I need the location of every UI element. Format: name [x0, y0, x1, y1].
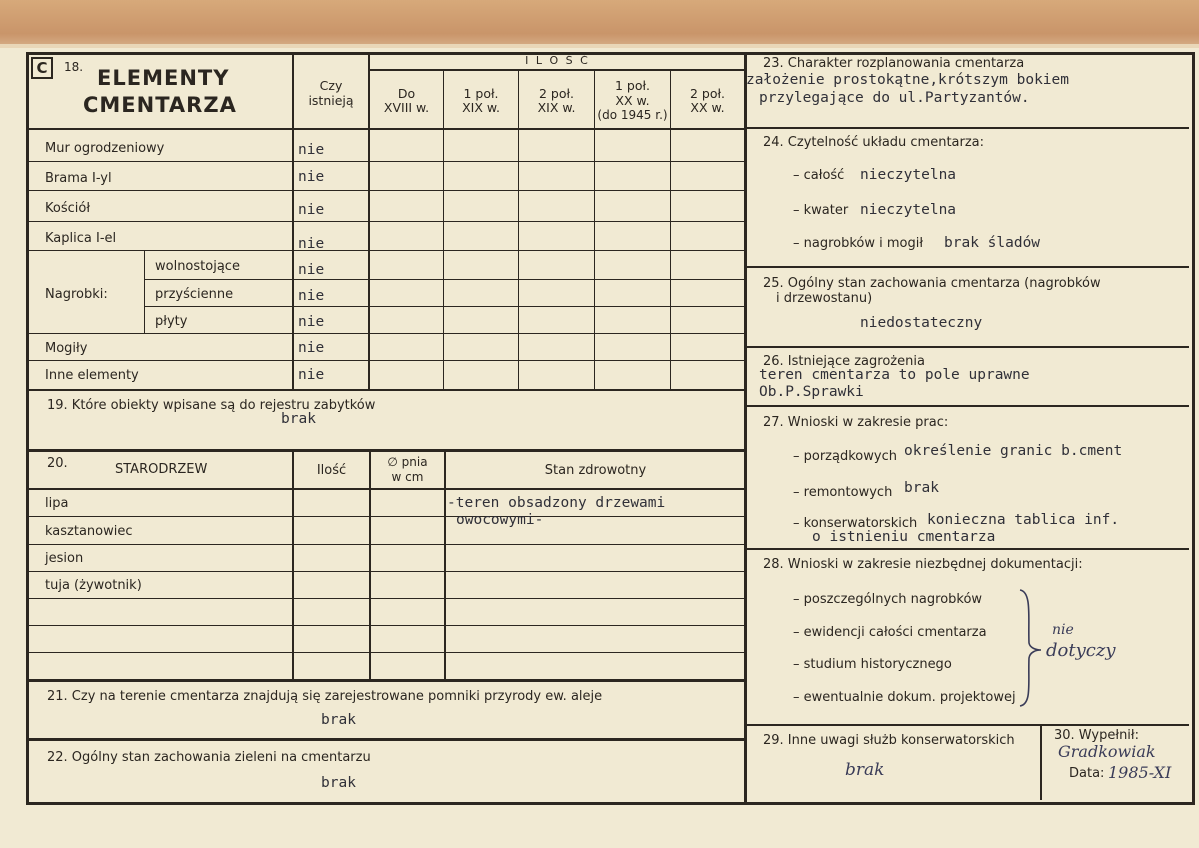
row-value-kosciol: nie	[298, 202, 325, 218]
s28-bracket	[1014, 588, 1044, 708]
s20-top	[28, 449, 745, 452]
tree-row-line	[28, 571, 745, 572]
s25-value: niedostateczny	[860, 315, 983, 331]
s28-label: 28. Wnioski w zakresie niezbędnej dokumentacji:	[763, 557, 1083, 572]
tree-row-line	[28, 598, 745, 599]
s22-value: brak	[321, 775, 356, 791]
row-label-inne: Inne elementy	[45, 368, 139, 383]
s21-top	[28, 679, 745, 682]
s21-value: brak	[321, 712, 356, 728]
row-label-kosciol: Kościół	[45, 201, 91, 216]
s27-item3-value: konieczna tablica inf.	[927, 512, 1120, 528]
s19-top	[28, 389, 745, 391]
s24-top	[746, 127, 1189, 129]
s20-col-pnia	[369, 451, 371, 680]
col-1pol-xix-1: 1 poł.	[463, 86, 499, 101]
s19-value: brak	[281, 411, 316, 427]
col-1pol-xx-2: XX w.	[615, 93, 650, 108]
s20-header-bottom	[28, 488, 745, 490]
col-do-xviii-1: Do	[397, 86, 416, 101]
col-czy-1: Czy	[319, 78, 343, 93]
row-line	[28, 360, 745, 361]
s24-label: 24. Czytelność układu cmentarza:	[763, 135, 985, 150]
s22-label: 22. Ogólny stan zachowania zieleni na cmentarzu	[47, 750, 371, 765]
s28-item2: – ewidencji całości cmentarza	[793, 625, 987, 640]
row-label-kaplica: Kaplica I-el	[45, 231, 117, 246]
s23-label: 23. Charakter rozplanowania cmentarza	[763, 56, 1025, 71]
s27-item2-value: brak	[904, 480, 939, 496]
s23-value-line1: założenie prostokątne,krótszym bokiem	[746, 72, 1070, 88]
row-value-kaplica: nie	[298, 236, 325, 252]
col-2pol-xix-2: XIX w.	[537, 100, 576, 115]
s30-divider	[1040, 725, 1042, 800]
tree-lipa: lipa	[45, 496, 69, 511]
s28-hand-line1: nie	[1052, 622, 1074, 638]
tree-row-line	[28, 544, 745, 545]
s20-note-line1: -teren obsadzony drzewami	[447, 495, 666, 511]
s18-title-line1: ELEMENTY	[97, 66, 230, 90]
s18-number: 18.	[64, 60, 84, 74]
s27-item3-label: – konserwatorskich	[793, 516, 918, 531]
divider-main	[744, 52, 747, 802]
row-label-mogily: Mogiły	[45, 341, 88, 356]
s27-item1-value: określenie granic b.cment	[904, 443, 1123, 459]
s30-label: 30. Wypełnił:	[1054, 728, 1139, 743]
nagrobki-divider	[144, 250, 145, 333]
s23-value-line2: przylegające do ul.Partyzantów.	[759, 90, 1030, 106]
s25-label-line2: i drzewostanu)	[776, 291, 873, 306]
tree-row-line	[28, 652, 745, 653]
s30-date: 1985-XI	[1108, 763, 1172, 782]
col-line-3	[518, 70, 519, 390]
s20-number: 20.	[47, 456, 68, 471]
s28-item1: – poszczególnych nagrobków	[793, 592, 983, 607]
s26-value-line1: teren cmentarza to pole uprawne	[759, 367, 1030, 383]
s28-item4: – ewentualnie dokum. projektowej	[793, 690, 1016, 705]
row-value-przyscienne: nie	[298, 288, 325, 304]
s27-item3-value-line2: o istnieniu cmentarza	[812, 529, 996, 545]
row-value-wolnostojace: nie	[298, 262, 325, 278]
row-value-mur: nie	[298, 142, 325, 158]
s24-item1-label: – całość	[793, 168, 845, 183]
s27-label: 27. Wnioski w zakresie prac:	[763, 415, 949, 430]
s29-top	[746, 724, 1189, 726]
s26-top	[746, 346, 1189, 348]
row-line	[145, 306, 745, 307]
s18-header-bottom	[28, 128, 745, 130]
s26-value-line2: Ob.P.Sprawki	[759, 384, 864, 400]
tree-row-line	[28, 625, 745, 626]
row-label-brama: Brama I-yl	[45, 171, 112, 186]
s20-col-ilosc-label: Ilość	[316, 463, 347, 478]
s20-col-ilosc	[292, 451, 294, 680]
col-do-xviii-2: XVIII w.	[383, 100, 430, 115]
row-value-brama: nie	[298, 169, 325, 185]
s27-top	[746, 405, 1189, 407]
s21-label: 21. Czy na terenie cmentarza znajdują się zarejestrowane pomniki przyrody ew. aleje	[47, 689, 603, 704]
tree-kasztanowiec: kasztanowiec	[45, 524, 133, 539]
s27-item2-label: – remontowych	[793, 485, 893, 500]
col-2pol-xx-2: XX w.	[690, 100, 725, 115]
s20-col-stan	[444, 451, 446, 680]
col-1pol-xx-3: (do 1945 r.)	[597, 108, 668, 122]
tree-row-line	[28, 516, 745, 517]
s19-label: 19. Które obiekty wpisane są do rejestru zabytków	[47, 398, 376, 413]
col-czy-2: istnieją	[308, 93, 354, 108]
tree-jesion: jesion	[45, 551, 84, 566]
row-label-plyty: płyty	[155, 314, 188, 329]
s26-label: 26. Istniejące zagrożenia	[763, 354, 925, 369]
row-value-plyty: nie	[298, 314, 325, 330]
s28-hand-line2: dotyczy	[1046, 640, 1116, 661]
row-line	[28, 161, 745, 162]
col-line-5	[670, 70, 671, 390]
s28-top	[746, 548, 1189, 550]
s29-value: brak	[845, 760, 885, 780]
c-badge: C	[31, 57, 53, 79]
row-value-inne: nie	[298, 367, 325, 383]
s24-item3-value: brak śladów	[944, 235, 1041, 251]
col-1pol-xix-2: XIX w.	[462, 100, 500, 115]
s29-label: 29. Inne uwagi służb konserwatorskich	[763, 733, 1015, 748]
s30-name: Gradkowiak	[1058, 742, 1156, 761]
row-label-przyscienne: przyścienne	[155, 287, 234, 302]
col-2pol-xix-1: 2 poł.	[538, 86, 575, 101]
s24-item3-label: – nagrobków i mogił	[793, 236, 924, 251]
s20-col-pnia-label-2: w cm	[391, 470, 424, 484]
s20-col-pnia-label-1: ∅ pnia	[387, 455, 428, 469]
s27-item1-label: – porządkowych	[793, 449, 897, 464]
s20-note-line2: owocowymi-	[456, 512, 544, 528]
s20-title: STARODRZEW	[115, 462, 208, 477]
s24-item2-label: – kwater	[793, 203, 849, 218]
col-2pol-xx-1: 2 poł.	[689, 86, 726, 101]
tree-tuja: tuja (żywotnik)	[45, 578, 142, 593]
s22-top	[28, 738, 745, 741]
col-1pol-xx-1: 1 poł.	[614, 78, 651, 93]
ilosc-underline	[368, 69, 745, 71]
row-line	[28, 190, 745, 191]
row-line	[28, 221, 745, 222]
nagrobki-label: Nagrobki:	[45, 287, 108, 302]
row-label-mur: Mur ogrodzeniowy	[45, 141, 165, 156]
s28-item3: – studium historycznego	[793, 657, 952, 672]
ilosc-header: I L O Ś Ć	[525, 54, 590, 67]
row-line	[145, 279, 745, 280]
s25-top	[746, 266, 1189, 268]
s20-col-stan-label: Stan zdrowotny	[544, 463, 647, 478]
col-line-2	[443, 70, 444, 390]
s18-title-line2: CMENTARZA	[83, 93, 237, 117]
adhesive-tape-strip	[0, 0, 1199, 48]
s24-item1-value: nieczytelna	[860, 167, 957, 183]
s25-label-line1: 25. Ogólny stan zachowania cmentarza (nagrobków	[763, 276, 1101, 291]
row-line	[28, 250, 745, 251]
row-label-wolnostojace: wolnostojące	[155, 259, 240, 274]
s24-item2-value: nieczytelna	[860, 202, 957, 218]
s30-date-label: Data:	[1069, 766, 1105, 781]
row-value-mogily: nie	[298, 340, 325, 356]
row-line	[28, 333, 745, 334]
